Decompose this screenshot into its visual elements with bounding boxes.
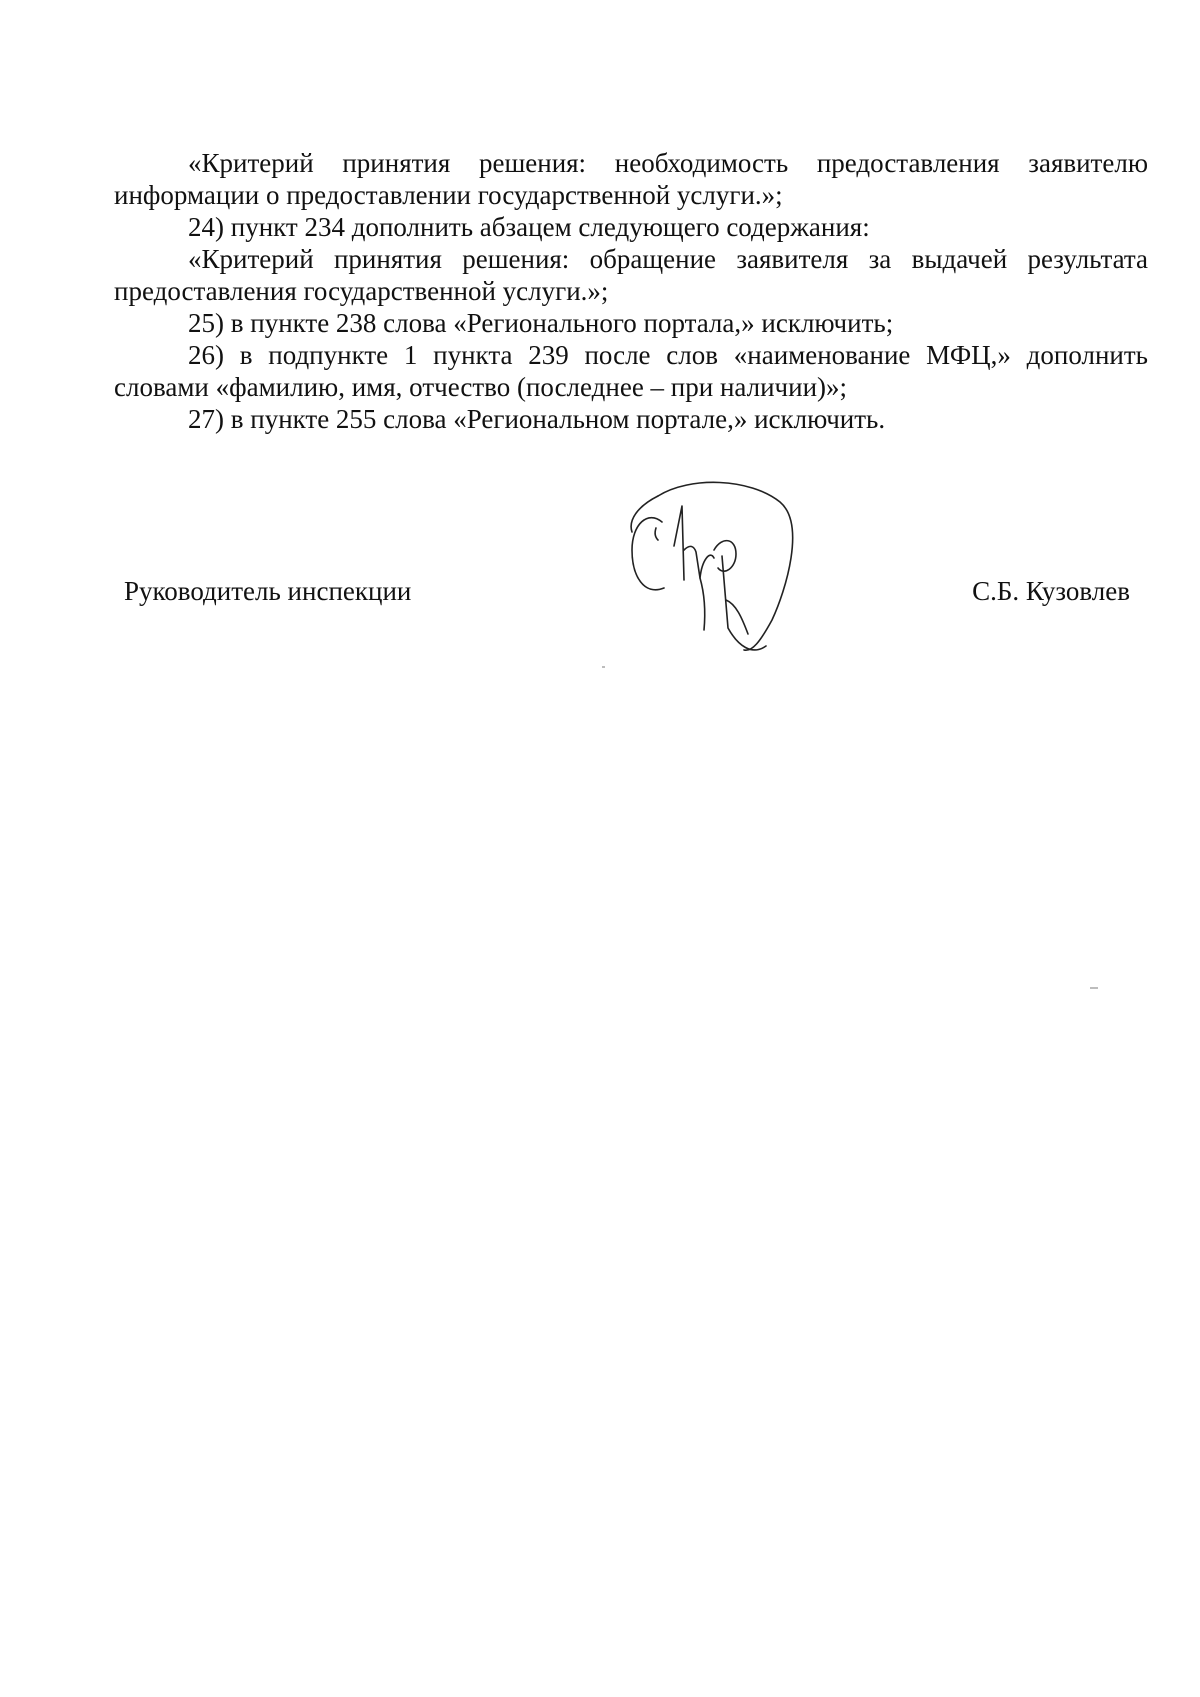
paragraph-criterion-information: «Критерий принятия решения: необходимость предоставления заявителю информации о предоставлении государственной услуги.»; xyxy=(114,148,1148,210)
signer-name: С.Б. Кузовлев xyxy=(972,576,1130,606)
scan-speck xyxy=(1090,987,1098,989)
handwritten-signature-icon xyxy=(610,480,840,670)
paragraph-item-27: 27) в пункте 255 слова «Региональном портале,» исключить. xyxy=(188,404,886,434)
paragraph-item-24: 24) пункт 234 дополнить абзацем следующего содержания: xyxy=(188,212,870,242)
paragraph-criterion-result: «Критерий принятия решения: обращение заявителя за выдачей результата предоставления государственной услуги.»; xyxy=(114,244,1148,306)
document-body xyxy=(114,147,1148,435)
signature-block xyxy=(0,480,1200,680)
signer-position-title: Руководитель инспекции xyxy=(124,576,412,606)
paragraph-item-25: 25) в пункте 238 слова «Регионального портала,» исключить; xyxy=(188,308,894,338)
paragraph-item-26: 26) в подпункте 1 пункта 239 после слов «наименование МФЦ,» дополнить словами «фамилию, имя, отчество (последнее – при наличии)»; xyxy=(114,340,1148,402)
scan-speck xyxy=(602,666,605,668)
